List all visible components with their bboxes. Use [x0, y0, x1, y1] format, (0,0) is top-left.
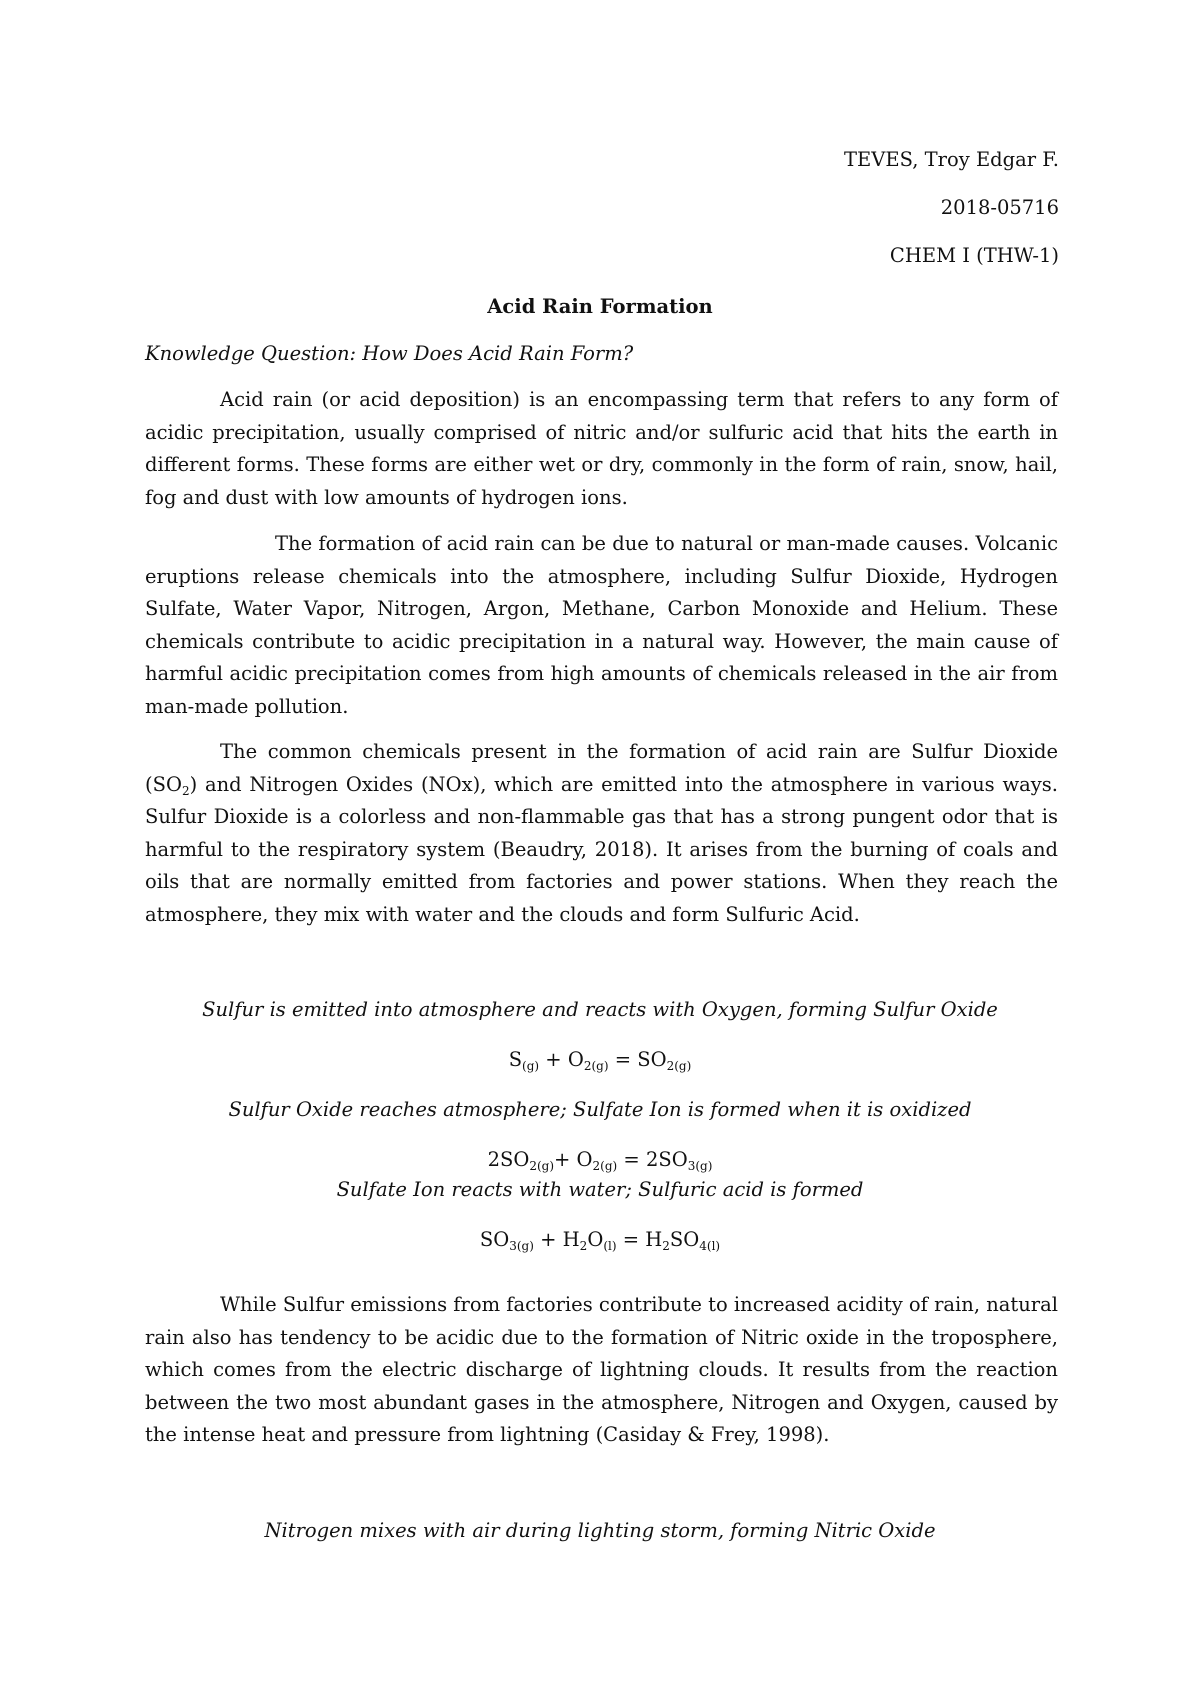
- student-number: 2018-05716: [940, 196, 1059, 219]
- caption-sulfuric-acid: Sulfate Ion reacts with water; Sulfuric acid is formed: [336, 1178, 864, 1201]
- caption-sulfate-ion: Sulfur Oxide reaches atmosphere; Sulfate Ion is formed when it is oxidized: [228, 1098, 972, 1121]
- paragraph-1-text: Acid rain (or acid deposition) is an encompassing term that refers to any form of acidic precipitation, usually comprised of nitric and/or sulfuric acid that hits the earth in different forms. These forms are either wet or dry, commonly in the form of rain, snow, hail, fog and dust with low amounts of hydrogen ions.: [145, 388, 1058, 509]
- knowledge-question: Knowledge Question: How Does Acid Rain Form?: [145, 342, 634, 365]
- paragraph-1: [145, 384, 1058, 514]
- paragraph-3: [145, 736, 1058, 932]
- paragraph-2: [145, 528, 1058, 724]
- equation-3: $SO_{3(g)} + H_2O_{(l)} = H_2SO_{4(l)}$: [479, 1228, 721, 1253]
- paragraph-3-text-a: The common chemicals present in the formation of acid rain are Sulfur Dioxide (SO: [145, 740, 1058, 796]
- course-code: CHEM I (THW-1): [889, 244, 1059, 267]
- paragraph-4-text: While Sulfur emissions from factories contribute to increased acidity of rain, natural rain also has tendency to be acidic due to the formation of Nitric oxide in the troposphere, which comes from the electric discharge of lightning clouds. It results from the reaction between the two most abundant gases in the atmosphere, Nitrogen and Oxygen, caused by the intense heat and pressure from lightning (Casiday & Frey, 1998).: [145, 1293, 1058, 1447]
- equation-2: $2SO_{2(g)}+ O_{2(g)} = 2SO_{3(g)}$: [487, 1148, 713, 1173]
- caption-nitric-oxide: Nitrogen mixes with air during lighting storm, forming Nitric Oxide: [264, 1519, 936, 1542]
- document-title: Acid Rain Formation: [487, 295, 713, 318]
- equation-1: $S_{(g)} + O_{2(g)} = SO_{2(g)}$: [508, 1048, 692, 1073]
- caption-sulfur-emission: Sulfur is emitted into atmosphere and reacts with Oxygen, forming Sulfur Oxide: [202, 998, 998, 1021]
- paragraph-2-text: The formation of acid rain can be due to natural or man-made causes. Volcanic eruptions release chemicals into the atmosphere, including Sulfur Dioxide, Hydrogen Sulfate, Water Vapor, Nitrogen, Argon, Methane, Carbon Monoxide and Helium. These chemicals contribute to acidic precipitation in a natural way. However, the main cause of harmful acidic precipitation comes from high amounts of chemicals released in the air from man-made pollution.: [145, 532, 1058, 718]
- paragraph-3-subscript: 2: [181, 783, 190, 798]
- paragraph-3-text-b: ) and Nitrogen Oxides (NOx), which are emitted into the atmosphere in various ways. Sulfur Dioxide is a colorless and non-flammable gas that has a strong pungent odor that is harmful to the respiratory system (Beaudry, 2018). It arises from the burning of coals and oils that are normally emitted from factories and power stations. When they reach the atmosphere, they mix with water and the clouds and form Sulfuric Acid.: [145, 772, 1058, 926]
- author-name: TEVES, Troy Edgar F.: [844, 148, 1059, 171]
- paragraph-4: [145, 1289, 1058, 1452]
